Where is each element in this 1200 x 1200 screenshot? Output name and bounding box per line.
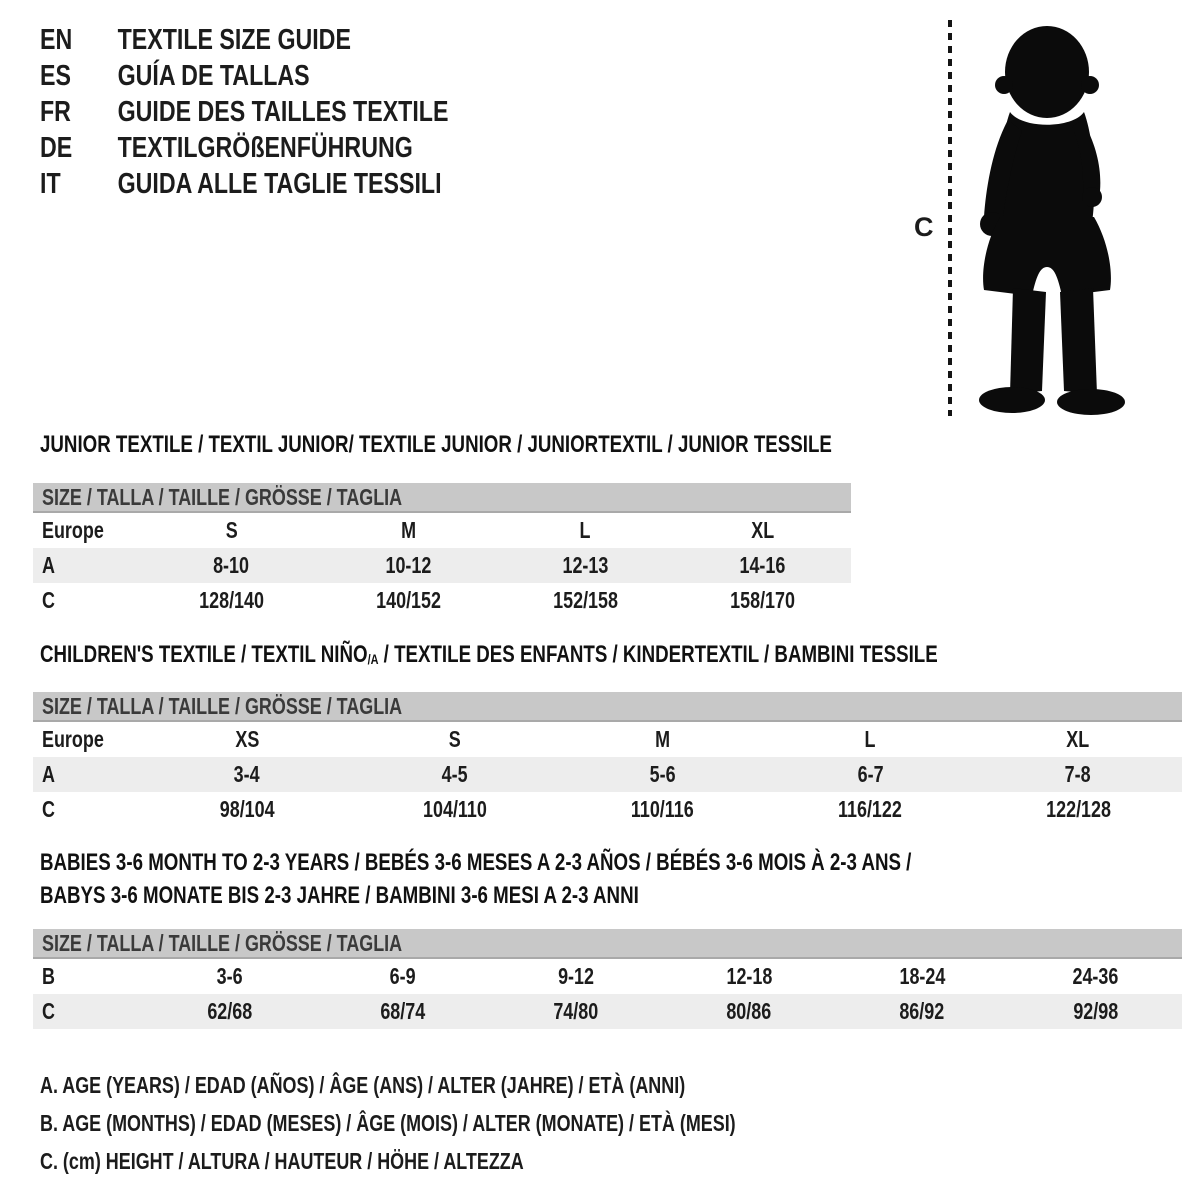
table-row bbox=[33, 959, 1182, 994]
junior-size-table bbox=[33, 483, 851, 618]
table-cell-value: L bbox=[864, 726, 876, 752]
babies-title-line-2-text: BABYS 3-6 MONATE BIS 2-3 JAHRE / BAMBINI 3-6 MESI A 2-3 ANNI bbox=[40, 882, 639, 909]
table-cell-value: 140/152 bbox=[376, 587, 441, 613]
table-cell-value: 98/104 bbox=[219, 796, 275, 822]
table-cell bbox=[320, 552, 497, 579]
language-code: FR bbox=[40, 96, 71, 128]
children-section-title-text bbox=[40, 641, 938, 669]
table-size-header bbox=[33, 692, 1182, 722]
guide-title-es: GUÍA DE TALLAS bbox=[117, 60, 310, 92]
legend-line-age-years bbox=[40, 1066, 932, 1104]
row-label bbox=[33, 726, 143, 753]
table-cell-value: 7-8 bbox=[1065, 761, 1092, 787]
table-cell-value: 5-6 bbox=[649, 761, 676, 787]
table-size-header-label: SIZE / TALLA / TAILLE / GRÖSSE / TAGLIA bbox=[42, 929, 403, 956]
table-cell-value: 80/86 bbox=[726, 998, 772, 1024]
table-cell bbox=[559, 726, 767, 753]
table-cell bbox=[663, 998, 836, 1025]
guide-title-de: TEXTILGRÖßENFÜHRUNG bbox=[117, 132, 413, 164]
table-cell bbox=[559, 761, 767, 788]
language-code: DE bbox=[40, 132, 73, 164]
table-cell-value: 6-9 bbox=[389, 963, 416, 989]
language-row-es bbox=[40, 58, 448, 94]
table-cell bbox=[974, 761, 1182, 788]
table-cell-value: 12-13 bbox=[562, 552, 609, 578]
language-row-fr bbox=[40, 94, 448, 130]
height-label: C bbox=[914, 212, 934, 242]
table-cell bbox=[489, 963, 662, 990]
children-size-table bbox=[33, 692, 1182, 827]
table-cell bbox=[497, 552, 674, 579]
row-label bbox=[33, 963, 143, 990]
row-label bbox=[33, 796, 143, 823]
table-cell-value: 3-6 bbox=[216, 963, 243, 989]
table-row bbox=[33, 722, 1182, 757]
table-cell-value: 62/68 bbox=[207, 998, 253, 1024]
row-label bbox=[33, 587, 143, 614]
baby-silhouette-icon bbox=[962, 16, 1142, 418]
babies-section-title bbox=[40, 846, 1157, 912]
table-cell bbox=[497, 517, 674, 544]
table-cell-value: 10-12 bbox=[385, 552, 432, 578]
table-row bbox=[33, 583, 851, 618]
table-cell bbox=[766, 761, 974, 788]
table-cell bbox=[497, 587, 674, 614]
table-size-header-label: SIZE / TALLA / TAILLE / GRÖSSE / TAGLIA bbox=[42, 692, 403, 719]
children-title-pre: CHILDREN'S TEXTILE / TEXTIL NIÑO bbox=[40, 641, 368, 668]
guide-title-it: GUIDA ALLE TAGLIE TESSILI bbox=[117, 168, 442, 200]
table-cell-value: 3-4 bbox=[233, 761, 260, 787]
table-cell bbox=[674, 517, 851, 544]
table-cell bbox=[351, 726, 559, 753]
table-cell-value: 14-16 bbox=[739, 552, 786, 578]
table-cell bbox=[559, 796, 767, 823]
table-cell bbox=[351, 796, 559, 823]
table-cell bbox=[320, 587, 497, 614]
children-title-sub: /A bbox=[367, 651, 379, 667]
row-label-text: A bbox=[42, 761, 55, 787]
table-cell bbox=[316, 998, 489, 1025]
table-cell-value: XS bbox=[234, 726, 259, 752]
table-cell-value: S bbox=[225, 517, 238, 543]
table-cell bbox=[674, 552, 851, 579]
babies-title-line-1-text: BABIES 3-6 MONTH TO 2-3 YEARS / BEBÉS 3-6 MESES A 2-3 AÑOS / BÉBÉS 3-6 MOIS À 2-3 ANS / bbox=[40, 849, 912, 876]
table-cell-value: 12-18 bbox=[726, 963, 773, 989]
language-row-it bbox=[40, 166, 448, 202]
language-row-en bbox=[40, 22, 448, 58]
row-label bbox=[33, 998, 143, 1025]
table-cell-value: 8-10 bbox=[213, 552, 250, 578]
row-label-text: C bbox=[42, 796, 55, 822]
table-cell-value: M bbox=[401, 517, 416, 543]
table-cell bbox=[351, 761, 559, 788]
table-cell bbox=[836, 963, 1009, 990]
table-cell bbox=[974, 796, 1182, 823]
table-cell bbox=[1009, 998, 1182, 1025]
table-cell bbox=[663, 963, 836, 990]
height-measure-line bbox=[948, 20, 952, 416]
table-cell-value: 6-7 bbox=[857, 761, 884, 787]
table-cell bbox=[143, 761, 351, 788]
table-cell bbox=[836, 998, 1009, 1025]
legend-line-age-months bbox=[40, 1104, 932, 1142]
table-cell-value: XL bbox=[751, 517, 774, 543]
table-size-header bbox=[33, 929, 1182, 959]
table-cell-value: 24-36 bbox=[1072, 963, 1119, 989]
table-cell-value: 158/170 bbox=[730, 587, 795, 613]
children-title-post: / TEXTILE DES ENFANTS / KINDERTEXTIL / BAMBINI TESSILE bbox=[378, 641, 938, 668]
legend-line-height-cm-text: C. (cm) HEIGHT / ALTURA / HAUTEUR / HÖHE / ALTEZZA bbox=[40, 1148, 524, 1174]
babies-size-table bbox=[33, 929, 1182, 1029]
row-label bbox=[33, 761, 143, 788]
row-label-text: B bbox=[42, 963, 55, 989]
table-cell-value: 128/140 bbox=[199, 587, 264, 613]
language-code: ES bbox=[40, 60, 71, 92]
table-row bbox=[33, 757, 1182, 792]
table-row bbox=[33, 792, 1182, 827]
row-label-text: Europe bbox=[42, 726, 104, 752]
table-cell-value: 104/110 bbox=[422, 796, 487, 822]
children-section-title bbox=[40, 641, 1191, 669]
table-cell bbox=[766, 796, 974, 823]
table-cell-value: L bbox=[580, 517, 591, 543]
babies-title-line-1 bbox=[40, 846, 1157, 879]
table-cell bbox=[143, 517, 320, 544]
legend-line-age-months-text: B. AGE (MONTHS) / EDAD (MESES) / ÂGE (MOIS) / ALTER (MONATE) / ETÀ (MESI) bbox=[40, 1110, 736, 1136]
legend-line-height-cm bbox=[40, 1142, 932, 1180]
table-cell-value: 68/74 bbox=[380, 998, 426, 1024]
junior-section-title bbox=[40, 431, 1055, 459]
table-cell bbox=[766, 726, 974, 753]
guide-title-fr: GUIDE DES TAILLES TEXTILE bbox=[117, 96, 449, 128]
table-cell-value: XL bbox=[1066, 726, 1090, 752]
table-cell bbox=[316, 963, 489, 990]
language-row-de bbox=[40, 130, 448, 166]
junior-section-title-text: JUNIOR TEXTILE / TEXTIL JUNIOR/ TEXTILE JUNIOR / JUNIORTEXTIL / JUNIOR TESSILE bbox=[40, 431, 832, 458]
language-code: IT bbox=[40, 168, 61, 200]
table-row bbox=[33, 548, 851, 583]
table-cell-value: 86/92 bbox=[899, 998, 945, 1024]
table-cell bbox=[1009, 963, 1182, 990]
row-label-text: C bbox=[42, 587, 55, 613]
table-cell-value: 4-5 bbox=[441, 761, 468, 787]
table-cell bbox=[143, 726, 351, 753]
table-row bbox=[33, 994, 1182, 1029]
table-size-header-label: SIZE / TALLA / TAILLE / GRÖSSE / TAGLIA bbox=[42, 483, 403, 510]
language-title-list bbox=[40, 22, 551, 202]
table-cell-value: S bbox=[448, 726, 461, 752]
legend-line-age-years-text: A. AGE (YEARS) / EDAD (AÑOS) / ÂGE (ANS) / ALTER (JAHRE) / ETÀ (ANNI) bbox=[40, 1072, 686, 1098]
table-cell-value: 9-12 bbox=[557, 963, 594, 989]
table-cell bbox=[143, 998, 316, 1025]
table-cell-value: M bbox=[655, 726, 670, 752]
row-label bbox=[33, 517, 143, 544]
table-size-header bbox=[33, 483, 851, 513]
row-label-text: C bbox=[42, 998, 55, 1024]
legend bbox=[40, 1066, 932, 1180]
table-cell-value: 18-24 bbox=[899, 963, 946, 989]
table-cell-value: 122/128 bbox=[1045, 796, 1111, 822]
table-cell bbox=[320, 517, 497, 544]
table-cell bbox=[143, 552, 320, 579]
table-cell-value: 110/116 bbox=[631, 796, 694, 822]
table-cell-value: 116/122 bbox=[838, 796, 903, 822]
row-label-text: A bbox=[42, 552, 55, 578]
row-label bbox=[33, 552, 143, 579]
table-cell bbox=[143, 587, 320, 614]
table-cell-value: 152/158 bbox=[553, 587, 618, 613]
row-label-text: Europe bbox=[42, 517, 104, 543]
table-cell-value: 74/80 bbox=[553, 998, 599, 1024]
table-cell-value: 92/98 bbox=[1072, 998, 1118, 1024]
babies-title-line-2 bbox=[40, 879, 1157, 912]
table-cell bbox=[489, 998, 662, 1025]
table-cell bbox=[974, 726, 1182, 753]
table-cell bbox=[143, 963, 316, 990]
table-cell bbox=[143, 796, 351, 823]
table-cell bbox=[674, 587, 851, 614]
guide-title-en: TEXTILE SIZE GUIDE bbox=[117, 24, 351, 56]
language-code: EN bbox=[40, 24, 73, 56]
table-row bbox=[33, 513, 851, 548]
